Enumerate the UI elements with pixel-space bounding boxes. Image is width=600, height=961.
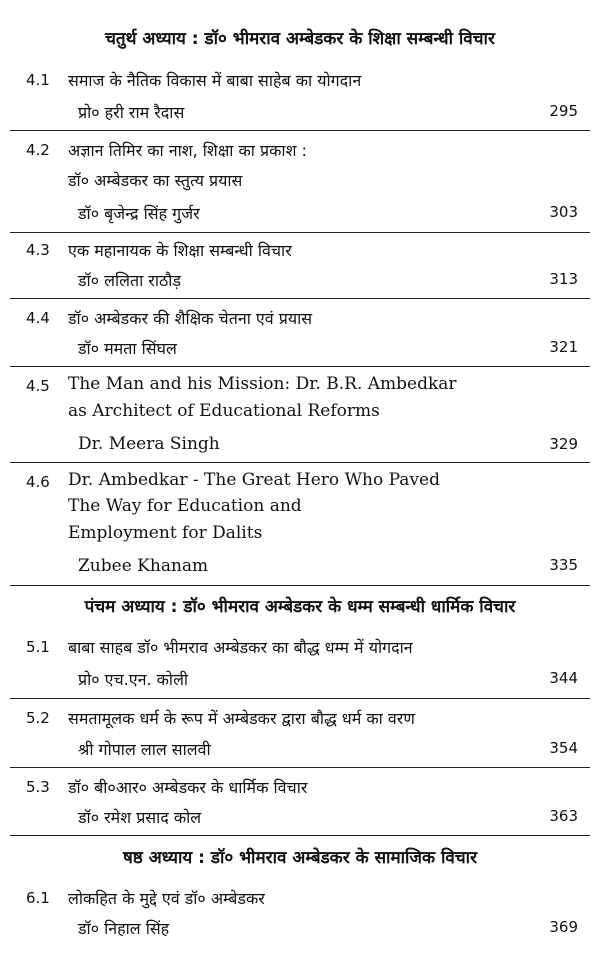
entry-number: 4.2	[26, 141, 50, 159]
divider	[10, 366, 590, 367]
divider	[10, 462, 590, 463]
entry-author: डॉ० निहाल सिंह	[78, 919, 170, 938]
entry-author: डॉ० बृजेन्द्र सिंह गुर्जर	[78, 204, 200, 223]
divider	[10, 767, 590, 768]
entry-author: डॉ० ललिता राठौड़	[78, 271, 181, 290]
divider	[10, 298, 590, 299]
entry-title: Dr. Ambedkar - The Great Hero Who Paved	[68, 470, 440, 490]
entry-number: 4.3	[26, 241, 50, 259]
entry-author: प्रो० हरी राम रैदास	[78, 103, 185, 122]
entry-title: The Man and his Mission: Dr. B.R. Ambedkar	[68, 374, 457, 394]
entry-page-number: 354	[549, 739, 578, 757]
divider	[10, 130, 590, 131]
entry-title: समाज के नैतिक विकास में बाबा साहेब का योगदान	[68, 71, 362, 90]
entry-page-number: 335	[549, 556, 578, 574]
divider	[10, 698, 590, 699]
chapter-heading: चतुर्थ अध्याय : डॉ० भीमराव अम्बेडकर के शिक्षा सम्बन्धी विचार	[105, 29, 495, 49]
chapter-heading: षष्ठ अध्याय : डॉ० भीमराव अम्बेडकर के सामाजिक विचार	[122, 848, 478, 868]
entry-page-number: 369	[549, 918, 578, 936]
divider	[10, 585, 590, 586]
entry-title: as Architect of Educational Reforms	[68, 401, 380, 421]
entry-title: एक महानायक के शिक्षा सम्बन्धी विचार	[68, 241, 292, 260]
entry-page-number: 329	[549, 435, 578, 453]
entry-author: Dr. Meera Singh	[78, 434, 220, 454]
entry-title: समतामूलक धर्म के रूप में अम्बेडकर द्वारा बौद्ध धर्म का वरण	[68, 709, 415, 728]
entry-number: 4.5	[26, 377, 50, 395]
entry-number: 4.4	[26, 309, 50, 327]
entry-number: 4.1	[26, 71, 50, 89]
entry-author: डॉ० रमेश प्रसाद कोल	[78, 808, 202, 827]
entry-number: 5.2	[26, 709, 50, 727]
entry-page-number: 313	[549, 270, 578, 288]
entry-page-number: 303	[549, 203, 578, 221]
divider	[10, 835, 590, 836]
entry-number: 6.1	[26, 889, 50, 907]
entry-title: बाबा साहब डॉ० भीमराव अम्बेडकर का बौद्ध धम्म में योगदान	[68, 638, 413, 657]
entry-page-number: 295	[549, 102, 578, 120]
chapter-heading: पंचम अध्याय : डॉ० भीमराव अम्बेडकर के धम्म सम्बन्धी धार्मिक विचार	[84, 597, 516, 617]
entry-title: डॉ० अम्बेडकर का स्तुत्य प्रयास	[68, 171, 243, 190]
entry-number: 5.1	[26, 638, 50, 656]
entry-title: डॉ० अम्बेडकर की शैक्षिक चेतना एवं प्रयास	[68, 309, 313, 328]
entry-page-number: 321	[549, 338, 578, 356]
entry-number: 5.3	[26, 778, 50, 796]
entry-title: अज्ञान तिमिर का नाश, शिक्षा का प्रकाश :	[68, 141, 307, 160]
entry-author: श्री गोपाल लाल सालवी	[78, 740, 211, 759]
entry-title: डॉ० बी०आर० अम्बेडकर के धार्मिक विचार	[68, 778, 308, 797]
entry-title: लोकहित के मुद्दे एवं डॉ० अम्बेडकर	[68, 889, 265, 908]
entry-page-number: 363	[549, 807, 578, 825]
entry-author: Zubee Khanam	[78, 556, 209, 576]
entry-author: डॉ० ममता सिंघल	[78, 339, 177, 358]
entry-number: 4.6	[26, 473, 50, 491]
entry-page-number: 344	[549, 669, 578, 687]
entry-title: Employment for Dalits	[68, 523, 263, 543]
divider	[10, 232, 590, 233]
entry-author: प्रो० एच.एन. कोली	[78, 670, 189, 689]
entry-title: The Way for Education and	[68, 496, 302, 516]
